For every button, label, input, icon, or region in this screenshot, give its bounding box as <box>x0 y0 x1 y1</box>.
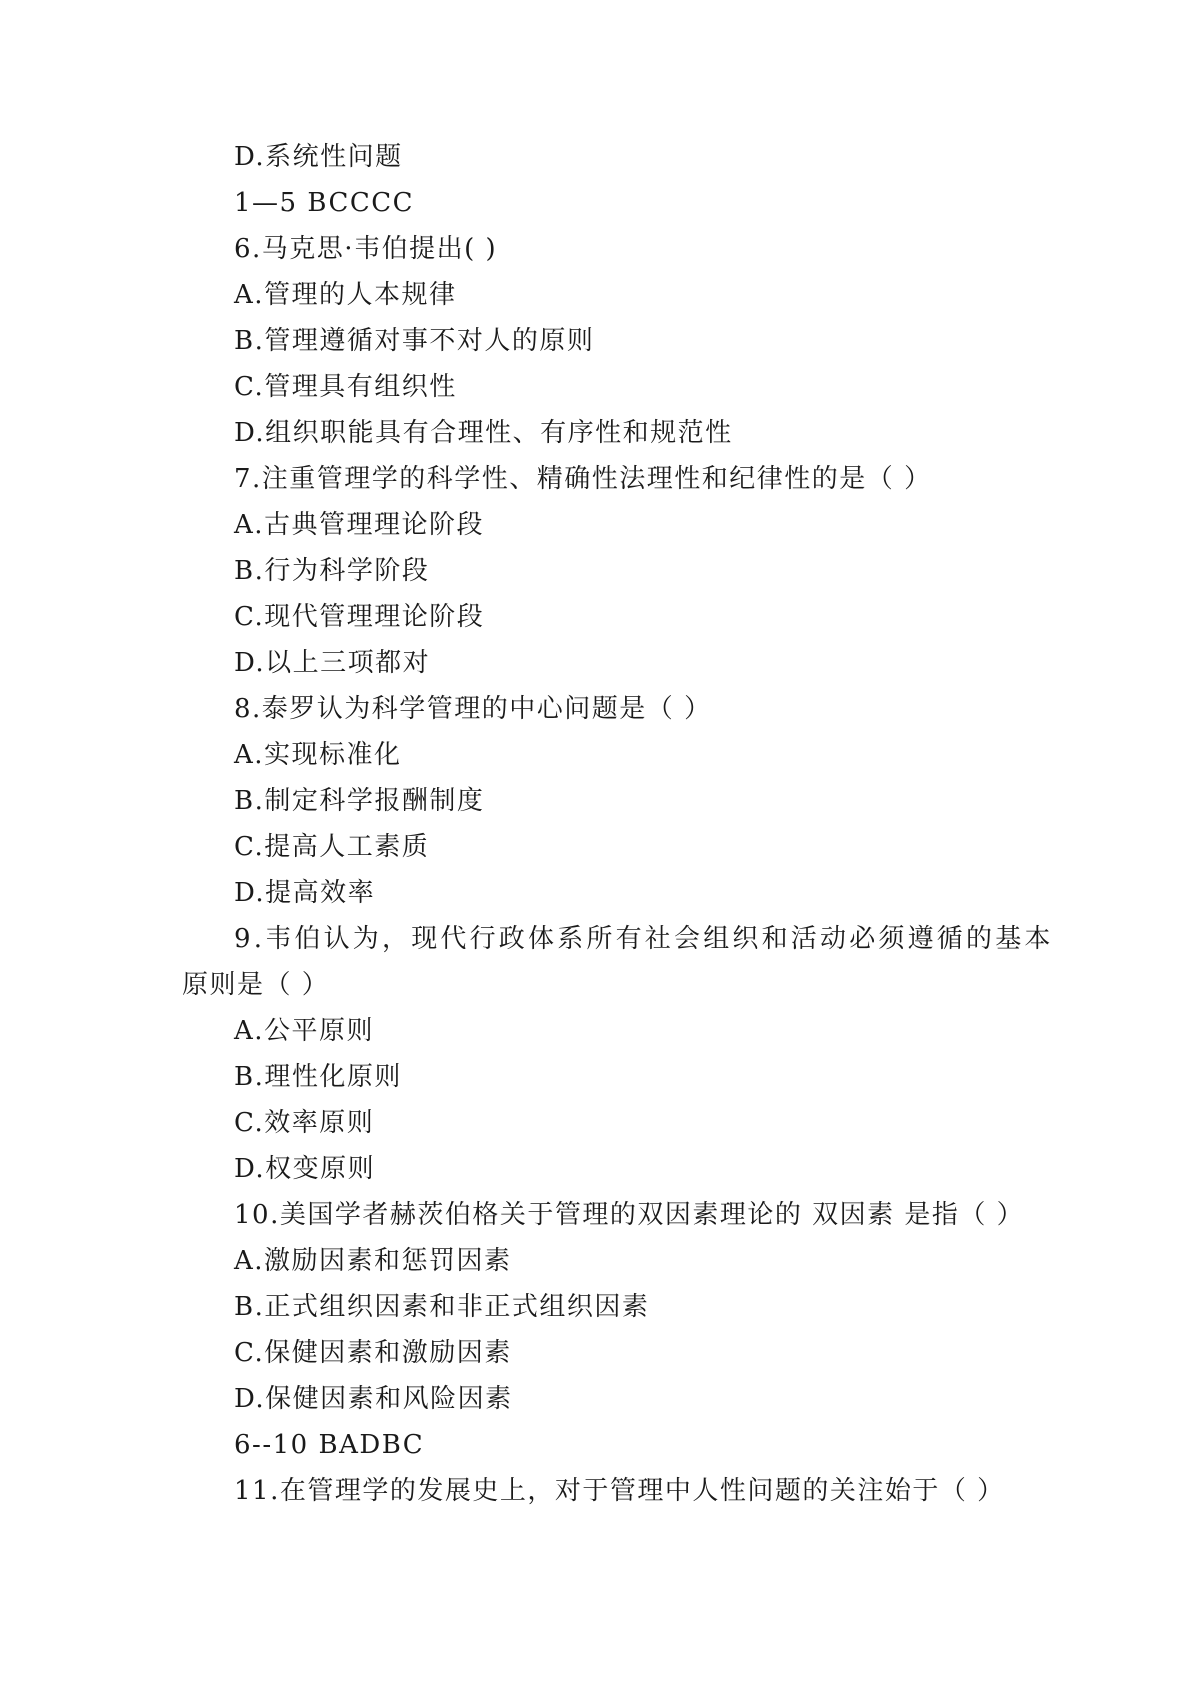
option-a-q7: A.古典管理理论阶段 <box>234 510 485 540</box>
question-6: 6.马克思·韦伯提出( ) <box>234 234 498 264</box>
option-c-q6: C.管理具有组织性 <box>234 372 457 402</box>
option-d-q7: D.以上三项都对 <box>234 648 431 678</box>
option-d-q10: D.保健因素和风险因素 <box>234 1384 513 1414</box>
option-d-q5: D.系统性问题 <box>234 142 403 172</box>
option-a-q6: A.管理的人本规律 <box>234 280 457 310</box>
option-c-q8: C.提高人工素质 <box>234 832 430 862</box>
answer-key-6-10: 6--10 BADBC <box>234 1430 425 1460</box>
option-b-q10: B.正式组织因素和非正式组织因素 <box>234 1292 650 1322</box>
question-11: 11.在管理学的发展史上，对于管理中人性问题的关注始于（ ） <box>234 1476 1005 1506</box>
question-9: 9.韦伯认为，现代行政体系所有社会组织和活动必须遵循的基本 <box>234 924 1054 954</box>
option-d-q9: D.权变原则 <box>234 1154 376 1184</box>
question-7: 7.注重管理学的科学性、精确性法理性和纪律性的是（ ） <box>234 464 932 494</box>
question-8: 8.泰罗认为科学管理的中心问题是（ ） <box>234 694 712 724</box>
option-b-q6: B.管理遵循对事不对人的原则 <box>234 326 595 356</box>
option-d-q8: D.提高效率 <box>234 878 376 908</box>
option-c-q10: C.保健因素和激励因素 <box>234 1338 512 1368</box>
option-b-q9: B.理性化原则 <box>234 1062 402 1092</box>
option-a-q9: A.公平原则 <box>234 1016 375 1046</box>
option-a-q10: A.激励因素和惩罚因素 <box>234 1246 512 1276</box>
option-c-q7: C.现代管理理论阶段 <box>234 602 485 632</box>
option-b-q8: B.制定科学报酬制度 <box>234 786 485 816</box>
answer-key-1-5: 1—5 BCCCC <box>234 188 415 218</box>
question-10: 10.美国学者赫茨伯格关于管理的双因素理论的 双因素 是指（ ） <box>234 1200 1025 1230</box>
option-d-q6: D.组织职能具有合理性、有序性和规范性 <box>234 418 733 448</box>
question-9-continued: 原则是（ ） <box>182 970 330 1000</box>
option-c-q9: C.效率原则 <box>234 1108 375 1138</box>
option-b-q7: B.行为科学阶段 <box>234 556 430 586</box>
option-a-q8: A.实现标准化 <box>234 740 402 770</box>
